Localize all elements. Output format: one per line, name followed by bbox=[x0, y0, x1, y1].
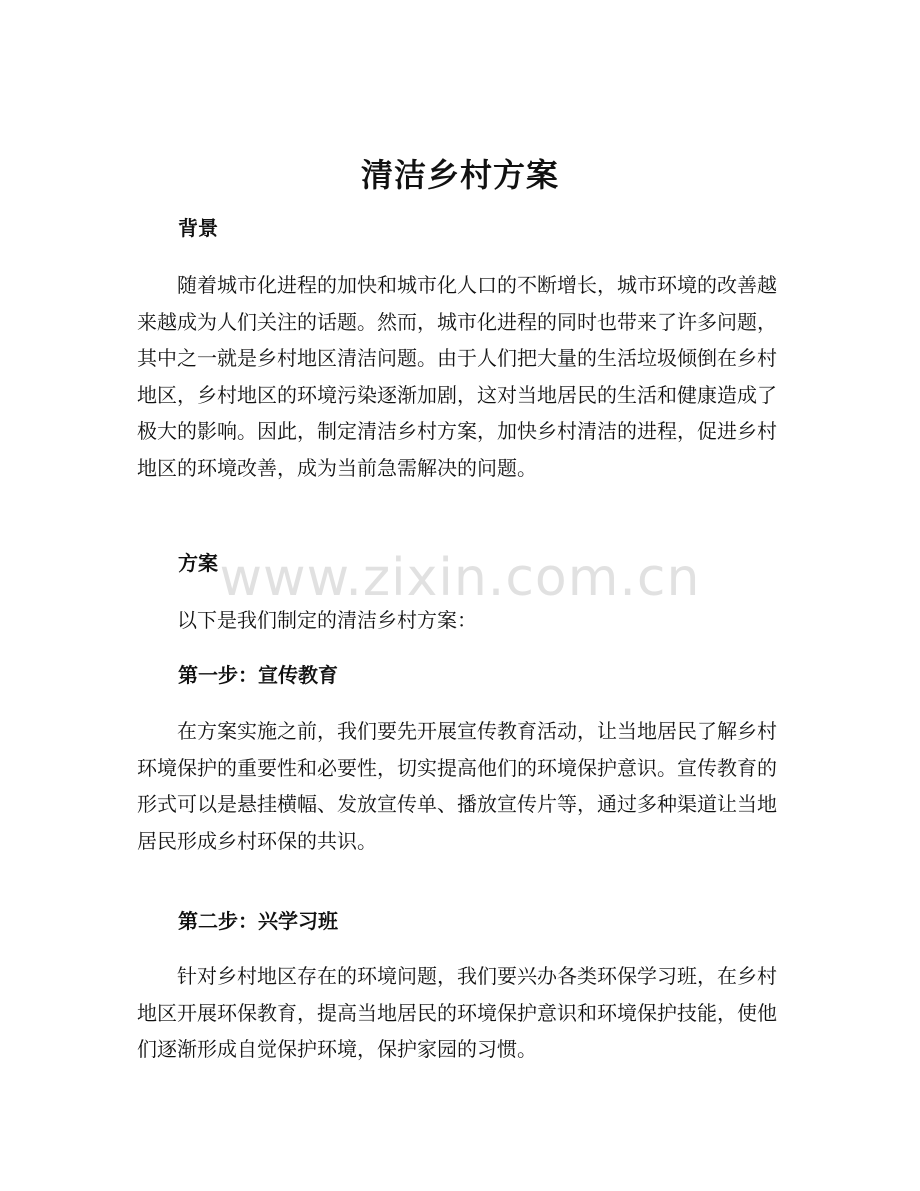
section-heading-background: 背景 bbox=[178, 216, 218, 240]
paragraph-background: 随着城市化进程的加快和城市化人口的不断增长，城市环境的改善越来越成为人们关注的话题。然而，城市化进程的同时也带来了许多问题，其中之一就是乡村地区清洁问题。由于人们把大量的生活垃圾倾倒在乡村地区，乡村地区的环境污染逐渐加剧，这对当地居民的生活和健康造成了极大的影响。因此，制定清洁乡村方案，加快乡村清洁的进程，促进乡村地区的环境改善，成为当前急需解决的问题。 bbox=[137, 273, 777, 480]
paragraph-step2: 针对乡村地区存在的环境问题，我们要兴办各类环保学习班，在乡村地区开展环保教育，提高当地居民的环境保护意识和环境保护技能，使他们逐渐形成自觉保护环境，保护家园的习惯。 bbox=[137, 964, 777, 1061]
document-title: 清洁乡村方案 bbox=[360, 156, 559, 194]
paragraph-plan-intro: 以下是我们制定的清洁乡村方案： bbox=[177, 608, 477, 632]
section-heading-plan: 方案 bbox=[178, 551, 218, 575]
section-heading-step1: 第一步：宣传教育 bbox=[178, 663, 338, 687]
watermark: www.zixin.com.cn bbox=[219, 548, 701, 608]
paragraph-step1: 在方案实施之前，我们要先开展宣传教育活动，让当地居民了解乡村环境保护的重要性和必要性，切实提高他们的环境保护意识。宣传教育的形式可以是悬挂横幅、发放宣传单、播放宣传片等，通过多种渠道让当地居民形成乡村环保的共识。 bbox=[137, 719, 777, 853]
section-heading-step2: 第二步：兴学习班 bbox=[178, 909, 338, 933]
